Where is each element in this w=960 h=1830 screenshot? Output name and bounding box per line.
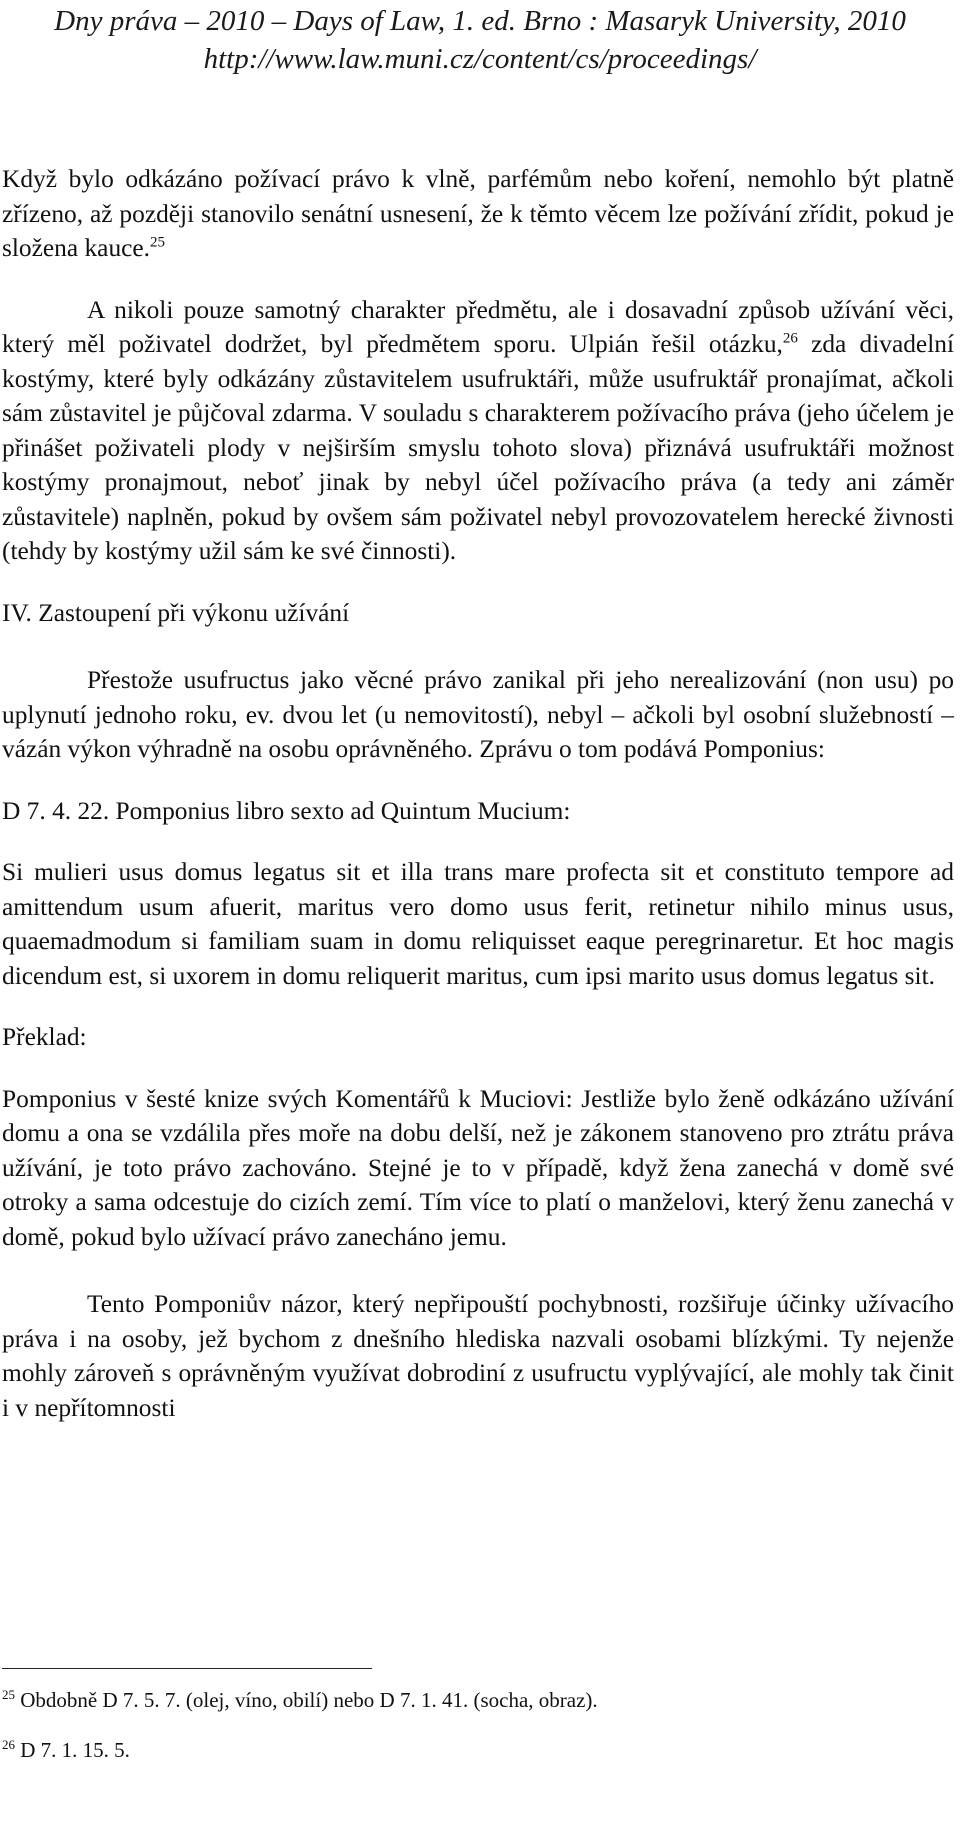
footnote-separator bbox=[2, 1668, 372, 1669]
paragraph-3: Přestože usufructus jako věcné právo zanikal při jeho nerealizování (non usu) po uplynutí jednoho roku, ev. dvou let (u nemovitostí), nebyl – ačkoli byl osobní služebností – vázán výkon výhradně na osobu oprávněného. Zprávu o tom podává Pomponius: bbox=[2, 666, 954, 763]
header-url[interactable]: http://www.law.muni.cz/content/cs/proceedings/ bbox=[203, 43, 757, 75]
paragraph-2-text-b: zda divadelní kostýmy, které byly odkázány zůstavitelem usufruktáři, může usufruktář pronajímat, ačkoli sám zůstavitel je půjčoval zdarma. V souladu s charakterem požívacího práva (jeho účelem je přinášet poživateli plody v nejširším smyslu tohoto slova) přiznává usufruktáři možnost kostýmy pronajmout, neboť jinak by nebyl účel požívacího práva (a tedy ani záměr zůstavitele) naplněn, pokud by ovšem sám poživatel nebyl provozovatelem herecké živnosti (tehdy by kostýmy užil sám ke své činnosti). bbox=[2, 330, 954, 565]
translation-text: Pomponius v šesté knize svých Komentářů k Muciovi: Jestliže bylo ženě odkázáno užívání domu a ona se vzdálila přes moře na dobu delší, než je zákonem stanoveno pro ztrátu práva užívání, je toto právo zachováno. Stejné je to v případě, když žena zanechá v domě své otroky a sama odcestuje do cizích zemí. Tím více to platí o manželovi, který ženu zanechá v domě, pokud bylo užívací právo zanecháno jemu. bbox=[2, 1084, 954, 1251]
footnote-number: 26 bbox=[2, 1737, 15, 1752]
paragraph-1 bbox=[2, 162, 954, 266]
footnote-number: 25 bbox=[2, 1687, 15, 1702]
paragraph-2-text-a: A nikoli pouze samotný charakter předmětu, ale i dosavadní způsob užívání věci, který měl poživatel dodržet, byl předmětem sporu. Ulpián řešil otázku, bbox=[2, 295, 954, 358]
translation-label: Překlad: bbox=[2, 1023, 87, 1051]
footnote-text: Obdobně D 7. 5. 7. (olej, víno, obilí) nebo D 7. 1. 41. (socha, obraz). bbox=[20, 1688, 598, 1712]
footnote-25 bbox=[2, 1686, 954, 1714]
main-text bbox=[2, 162, 954, 1425]
paragraph-2 bbox=[2, 293, 954, 569]
citation-line: D 7. 4. 22. Pomponius libro sexto ad Quintum Mucium: bbox=[2, 796, 571, 825]
paragraph-4: Tento Pomponiův názor, který nepřipouští pochybnosti, rozšiřuje účinky užívacího práva i na osoby, jež bychom z dnešního hlediska nazvali osobami blízkými. Ty nejenže mohly zároveň s oprávněným využívat dobrodiní z usufructu vyplývající, ale mohly tak činit i v nepřítomnosti bbox=[2, 1290, 954, 1422]
footnote-26 bbox=[2, 1736, 954, 1764]
paragraph-1-text: Když bylo odkázáno požívací právo k vlně, parfémům nebo koření, nemohlo být platně zřízeno, až později stanovilo senátní usnesení, že k těmto věcem lze požívání zřídit, pokud je složena kauce. bbox=[2, 165, 954, 262]
latin-quote: Si mulieri usus domus legatus sit et illa trans mare profecta sit et constituto tempore ad amittendum usum afuerit, maritus vero domo usus ferit, retinetur nihilo minus usus, quaemadmodum si familiam suam in domu reliquisset eaque peregrinaretur. Et hoc magis dicendum est, si uxorem in domu reliquerit maritus, cum ipsi marito usus domus legatus sit. bbox=[2, 858, 954, 990]
section-heading: IV. Zastoupení při výkonu užívání bbox=[2, 598, 350, 627]
footnote-text: D 7. 1. 15. 5. bbox=[20, 1738, 130, 1762]
footnote-ref-26[interactable]: 26 bbox=[782, 330, 798, 347]
footnotes bbox=[2, 1686, 954, 1764]
running-header bbox=[0, 0, 960, 78]
header-citation: Dny práva – 2010 – Days of Law, 1. ed. Brno : Masaryk University, 2010 bbox=[54, 5, 906, 37]
footnote-ref-25[interactable]: 25 bbox=[150, 234, 166, 251]
